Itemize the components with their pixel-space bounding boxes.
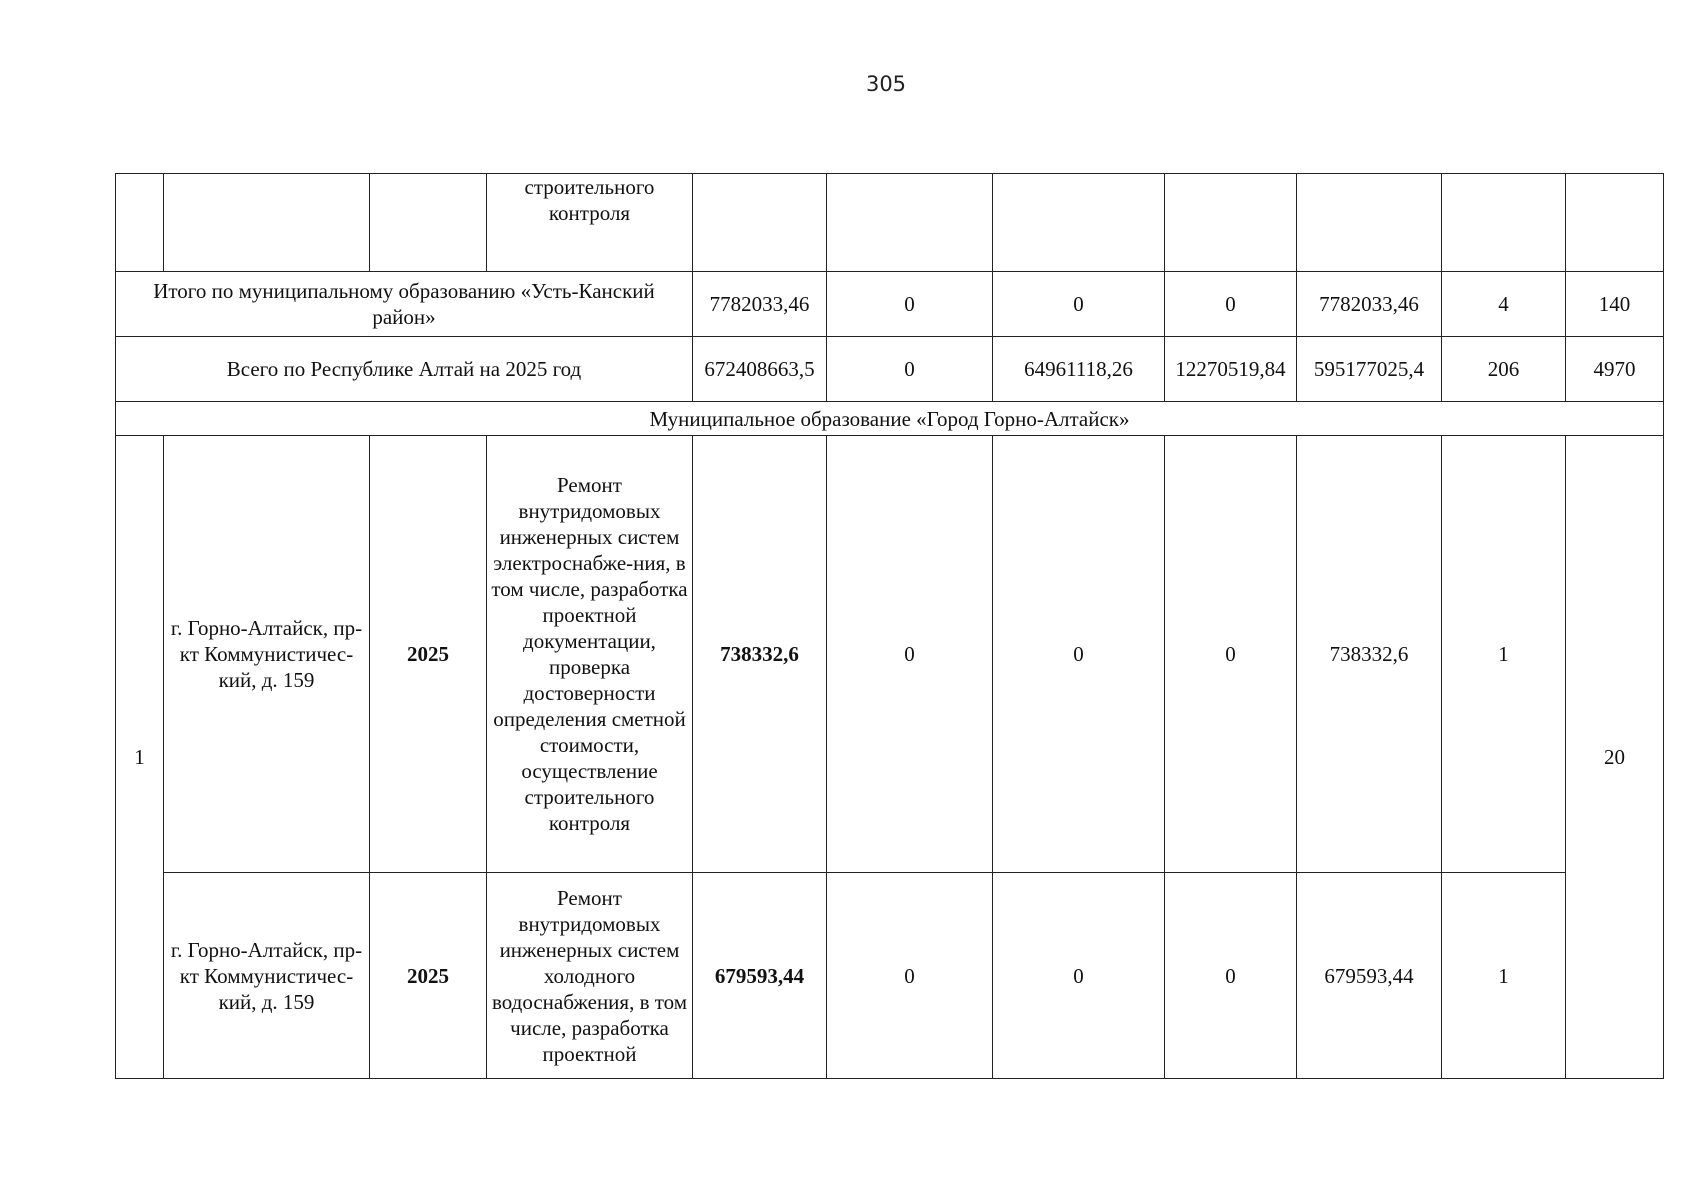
fund-cell: 0 bbox=[827, 873, 993, 1079]
repair-program-table bbox=[115, 173, 1664, 1079]
municipal-budget-cell: 12270519,84 bbox=[1165, 337, 1297, 402]
republic-budget-cell: 0 bbox=[993, 272, 1165, 337]
section-header-row bbox=[116, 402, 1664, 436]
total-cost-cell: 672408663,5 bbox=[693, 337, 827, 402]
work-description-cell: Ремонт внутридомовых инженерных систем холодного водоснабжения, в том числе, разработка проектной bbox=[487, 873, 693, 1079]
owners-funds-cell: 595177025,4 bbox=[1297, 337, 1442, 402]
fund-cell: 0 bbox=[827, 337, 993, 402]
houses-count-cell: 206 bbox=[1442, 337, 1566, 402]
residents-count-cell: 4970 bbox=[1566, 337, 1664, 402]
table-row bbox=[116, 436, 1664, 873]
total-label: Итого по муниципальному образованию «Усть-Канский район» bbox=[116, 272, 693, 337]
republic-budget-cell: 64961118,26 bbox=[993, 337, 1165, 402]
table-row bbox=[116, 873, 1664, 1079]
total-cost-cell bbox=[693, 174, 827, 272]
municipal-budget-cell: 0 bbox=[1165, 436, 1297, 873]
owners-funds-cell bbox=[1297, 174, 1442, 272]
continued-row bbox=[116, 174, 1664, 272]
municipal-budget-cell: 0 bbox=[1165, 873, 1297, 1079]
fund-cell bbox=[827, 174, 993, 272]
houses-count-cell: 1 bbox=[1442, 436, 1566, 873]
fund-cell: 0 bbox=[827, 272, 993, 337]
municipal-budget-cell: 0 bbox=[1165, 272, 1297, 337]
page-number: 305 bbox=[865, 72, 907, 96]
total-label: Всего по Республике Алтай на 2025 год bbox=[116, 337, 693, 402]
republic-budget-cell: 0 bbox=[993, 436, 1165, 873]
year-cell: 2025 bbox=[370, 436, 487, 873]
owners-funds-cell: 7782033,46 bbox=[1297, 272, 1442, 337]
work-description-cell: строительного контроля bbox=[487, 174, 693, 272]
address-cell bbox=[164, 174, 370, 272]
total-cost-cell: 7782033,46 bbox=[693, 272, 827, 337]
republic-budget-cell: 0 bbox=[993, 873, 1165, 1079]
year-cell bbox=[370, 174, 487, 272]
fund-cell: 0 bbox=[827, 436, 993, 873]
owners-funds-cell: 738332,6 bbox=[1297, 436, 1442, 873]
total-cost-cell: 738332,6 bbox=[693, 436, 827, 873]
residents-count-cell bbox=[1566, 174, 1664, 272]
total-row-ust-kan bbox=[116, 272, 1664, 337]
work-description-cell: Ремонт внутридомовых инженерных систем электроснабже-ния, в том числе, разработка проектной документации, проверка достоверности определения сметной стоимости, осуществление строительного контроля bbox=[487, 436, 693, 873]
number-cell bbox=[116, 174, 164, 272]
houses-count-cell bbox=[1442, 174, 1566, 272]
row-number-cell: 1 bbox=[116, 436, 164, 1079]
section-title: Муниципальное образование «Город Горно-Алтайск» bbox=[116, 402, 1664, 436]
houses-count-cell: 4 bbox=[1442, 272, 1566, 337]
residents-count-cell: 140 bbox=[1566, 272, 1664, 337]
owners-funds-cell: 679593,44 bbox=[1297, 873, 1442, 1079]
address-cell: г. Горно-Алтайск, пр-кт Коммунистичес-кий, д. 159 bbox=[164, 873, 370, 1079]
total-row-republic bbox=[116, 337, 1664, 402]
address-cell: г. Горно-Алтайск, пр-кт Коммунистичес-кий, д. 159 bbox=[164, 436, 370, 873]
houses-count-cell: 1 bbox=[1442, 873, 1566, 1079]
residents-count-cell: 20 bbox=[1566, 436, 1664, 1079]
total-cost-cell: 679593,44 bbox=[693, 873, 827, 1079]
year-cell: 2025 bbox=[370, 873, 487, 1079]
municipal-budget-cell bbox=[1165, 174, 1297, 272]
republic-budget-cell bbox=[993, 174, 1165, 272]
